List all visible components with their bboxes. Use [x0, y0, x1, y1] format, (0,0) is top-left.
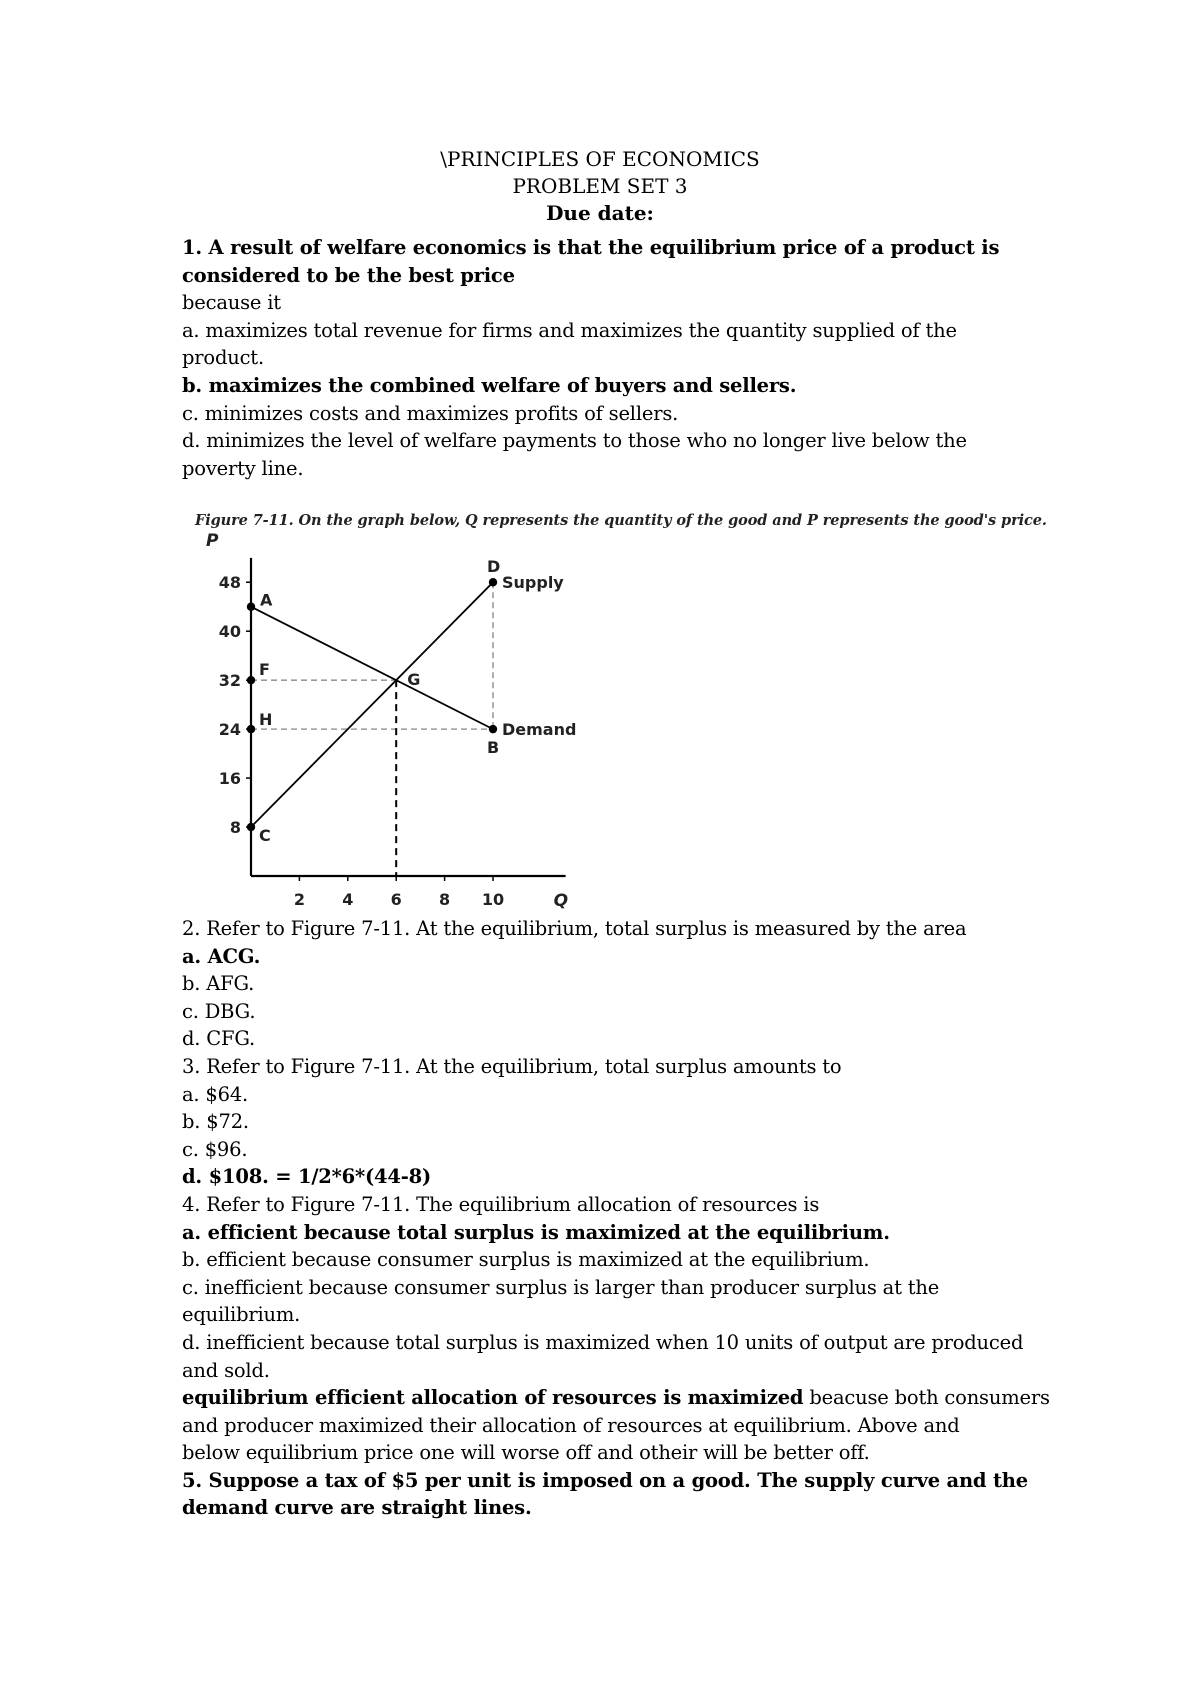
point-h — [247, 725, 255, 733]
q3-option-b: b. $72. — [182, 1110, 249, 1134]
q4-option-b: b. efficient because consumer surplus is maximized at the equilibrium. — [182, 1248, 870, 1272]
point-a — [247, 603, 255, 611]
point-label-b: B — [487, 738, 500, 758]
figure-caption: Figure 7-11. On the graph below, Q represents the quantity of the good and P represents the good's price. — [195, 512, 1047, 529]
q1-option-d-line2: poverty line. — [182, 456, 304, 480]
document-header — [0, 146, 1200, 227]
point-label-d: D — [487, 557, 501, 577]
q5-line1: 5. Suppose a tax of $5 per unit is imposed on a good. The supply curve and the — [182, 1468, 1028, 1492]
q3-stem: 3. Refer to Figure 7-11. At the equilibrium, total surplus amounts to — [182, 1054, 842, 1078]
x-tick-label-4: 4 — [342, 890, 354, 909]
y-tick-label-32: 32 — [218, 671, 241, 691]
q1-option-a-line2: product. — [182, 346, 264, 370]
q4-note-bold: equilibrium efficient allocation of resources is maximized — [182, 1386, 804, 1410]
x-axis-label: Q — [553, 891, 569, 910]
problem-set-title: PROBLEM SET 3 — [512, 174, 688, 198]
q1-option-a-line1: a. maximizes total revenue for firms and maximizes the quantity supplied of the — [182, 318, 957, 342]
q4-option-d-line2: and sold. — [182, 1358, 270, 1382]
q2-option-d: d. CFG. — [182, 1027, 256, 1051]
q3-option-d: d. $108. = 1/2*6*(44-8) — [182, 1165, 432, 1189]
y-tick-label-40: 40 — [218, 622, 241, 642]
q3-option-a: a. $64. — [182, 1082, 249, 1106]
q1-option-d-line1: d. minimizes the level of welfare payments to those who no longer live below the — [182, 429, 967, 453]
questions-2-to-5 — [182, 915, 1052, 1522]
q1-option-b: b. maximizes the combined welfare of buyers and sellers. — [182, 373, 797, 397]
q2-option-a: a. ACG. — [182, 944, 261, 968]
q1-stem-line1: 1. A result of welfare economics is that the equilibrium price of a product is — [182, 236, 1000, 259]
q2-stem: 2. Refer to Figure 7-11. At the equilibrium, total surplus is measured by the area — [182, 917, 967, 940]
q4-note-line1 — [182, 1384, 1052, 1412]
q2-option-b: b. AFG. — [182, 972, 255, 996]
x-tick-label-8: 8 — [439, 890, 451, 909]
q4-option-c-line1: c. inefficient because consumer surplus is larger than producer surplus at the — [182, 1275, 940, 1299]
q4-option-c-line2: equilibrium. — [182, 1303, 301, 1327]
supply-label: Supply — [502, 573, 564, 593]
q4-stem: 4. Refer to Figure 7-11. The equilibrium allocation of resources is — [182, 1192, 820, 1216]
y-tick-label-24: 24 — [218, 720, 241, 740]
demand-label: Demand — [502, 720, 577, 740]
due-date: Due date: — [546, 201, 654, 225]
point-label-f: F — [259, 660, 270, 680]
q4-note-rest: beacuse both consumers — [803, 1386, 1050, 1410]
y-tick-label-8: 8 — [229, 818, 241, 838]
q4-note-line2: and producer maximized their allocation of resources at equilibrium. Above and — [182, 1413, 960, 1437]
y-tick-label-16: 16 — [218, 769, 241, 789]
supply-line — [251, 582, 493, 827]
q1-option-c: c. minimizes costs and maximizes profits of sellers. — [182, 401, 679, 425]
q5-line2: demand curve are straight lines. — [182, 1496, 532, 1520]
demand-line — [251, 607, 493, 729]
point-label-g: G — [407, 670, 421, 690]
point-label-c: C — [259, 826, 271, 846]
q4-option-a: a. efficient because total surplus is maximized at the equilibrium. — [182, 1220, 890, 1244]
y-tick-label-48: 48 — [218, 573, 241, 593]
point-b — [489, 725, 497, 733]
q4-note-line3: below equilibrium price one will worse off and otheir will be better off. — [182, 1441, 870, 1465]
q1-stem-line2: considered to be the best price — [182, 263, 515, 287]
point-d — [489, 578, 497, 586]
q1-stem-line3: because it — [182, 291, 281, 315]
y-axis-label: P — [206, 531, 219, 551]
point-label-a: A — [260, 590, 273, 610]
point-label-h: H — [259, 710, 273, 730]
q4-option-d-line1: d. inefficient because total surplus is maximized when 10 units of output are produced — [182, 1330, 1024, 1354]
x-tick-label-10: 10 — [481, 890, 505, 909]
document-title: \PRINCIPLES OF ECONOMICS — [440, 147, 760, 171]
x-tick-label-6: 6 — [390, 890, 402, 909]
point-c — [247, 823, 255, 831]
q3-option-c: c. $96. — [182, 1137, 248, 1161]
q2-option-c: c. DBG. — [182, 999, 256, 1023]
point-f — [247, 676, 255, 684]
x-tick-label-2: 2 — [293, 890, 305, 909]
question-1 — [182, 234, 1052, 482]
supply-demand-chart — [192, 530, 602, 910]
